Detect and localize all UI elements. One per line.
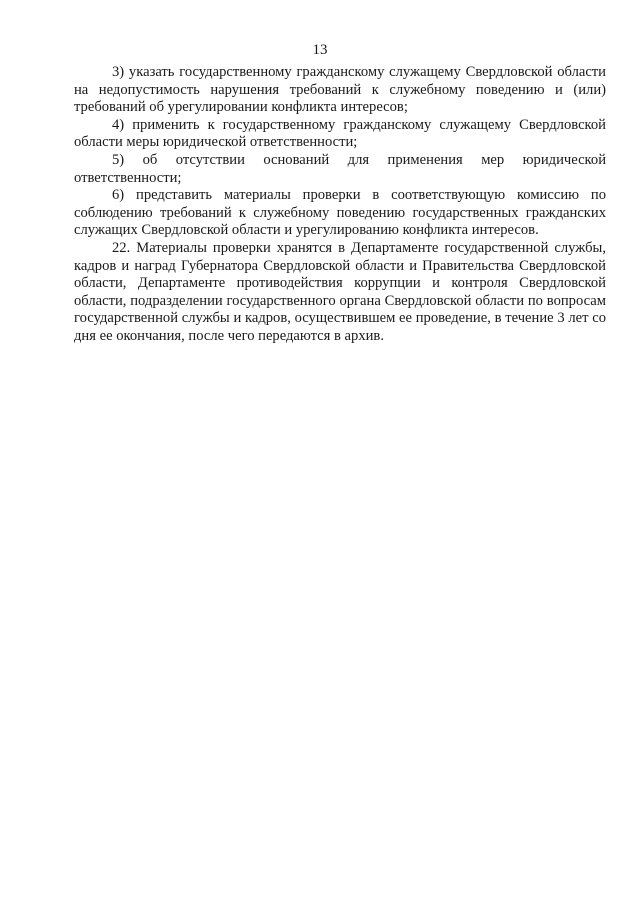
paragraph-item-3: 3) указать государственному гражданскому служащему Свердловской области на недопустимость нарушения требований к служебному поведению и (или) требований об урегулировании конфликта интересов; <box>74 64 606 116</box>
paragraph-clause-22: 22. Материалы проверки хранятся в Департаменте государственной службы, кадров и наград Губернатора Свердловской области и Правительства Свердловской области, Департаменте противодействия коррупции и контроля Свердловской области, подразделении государственного органа Свердловской области по вопросам государственной службы и кадров, осуществившем ее проведение, в течение 3 лет со дня ее окончания, после чего передаются в архив. <box>74 239 606 344</box>
document-body <box>74 64 606 346</box>
page-number: 13 <box>312 42 328 58</box>
paragraph-item-4: 4) применить к государственному гражданскому служащему Свердловской области меры юридической ответственности; <box>74 116 606 151</box>
paragraph-item-6: 6) представить материалы проверки в соответствующую комиссию по соблюдению требований к служебному поведению государственных гражданских служащих Свердловской области и урегулированию конфликта интересов. <box>74 187 606 239</box>
paragraph-item-5: 5) об отсутствии оснований для применения мер юридической ответственности; <box>74 151 606 186</box>
